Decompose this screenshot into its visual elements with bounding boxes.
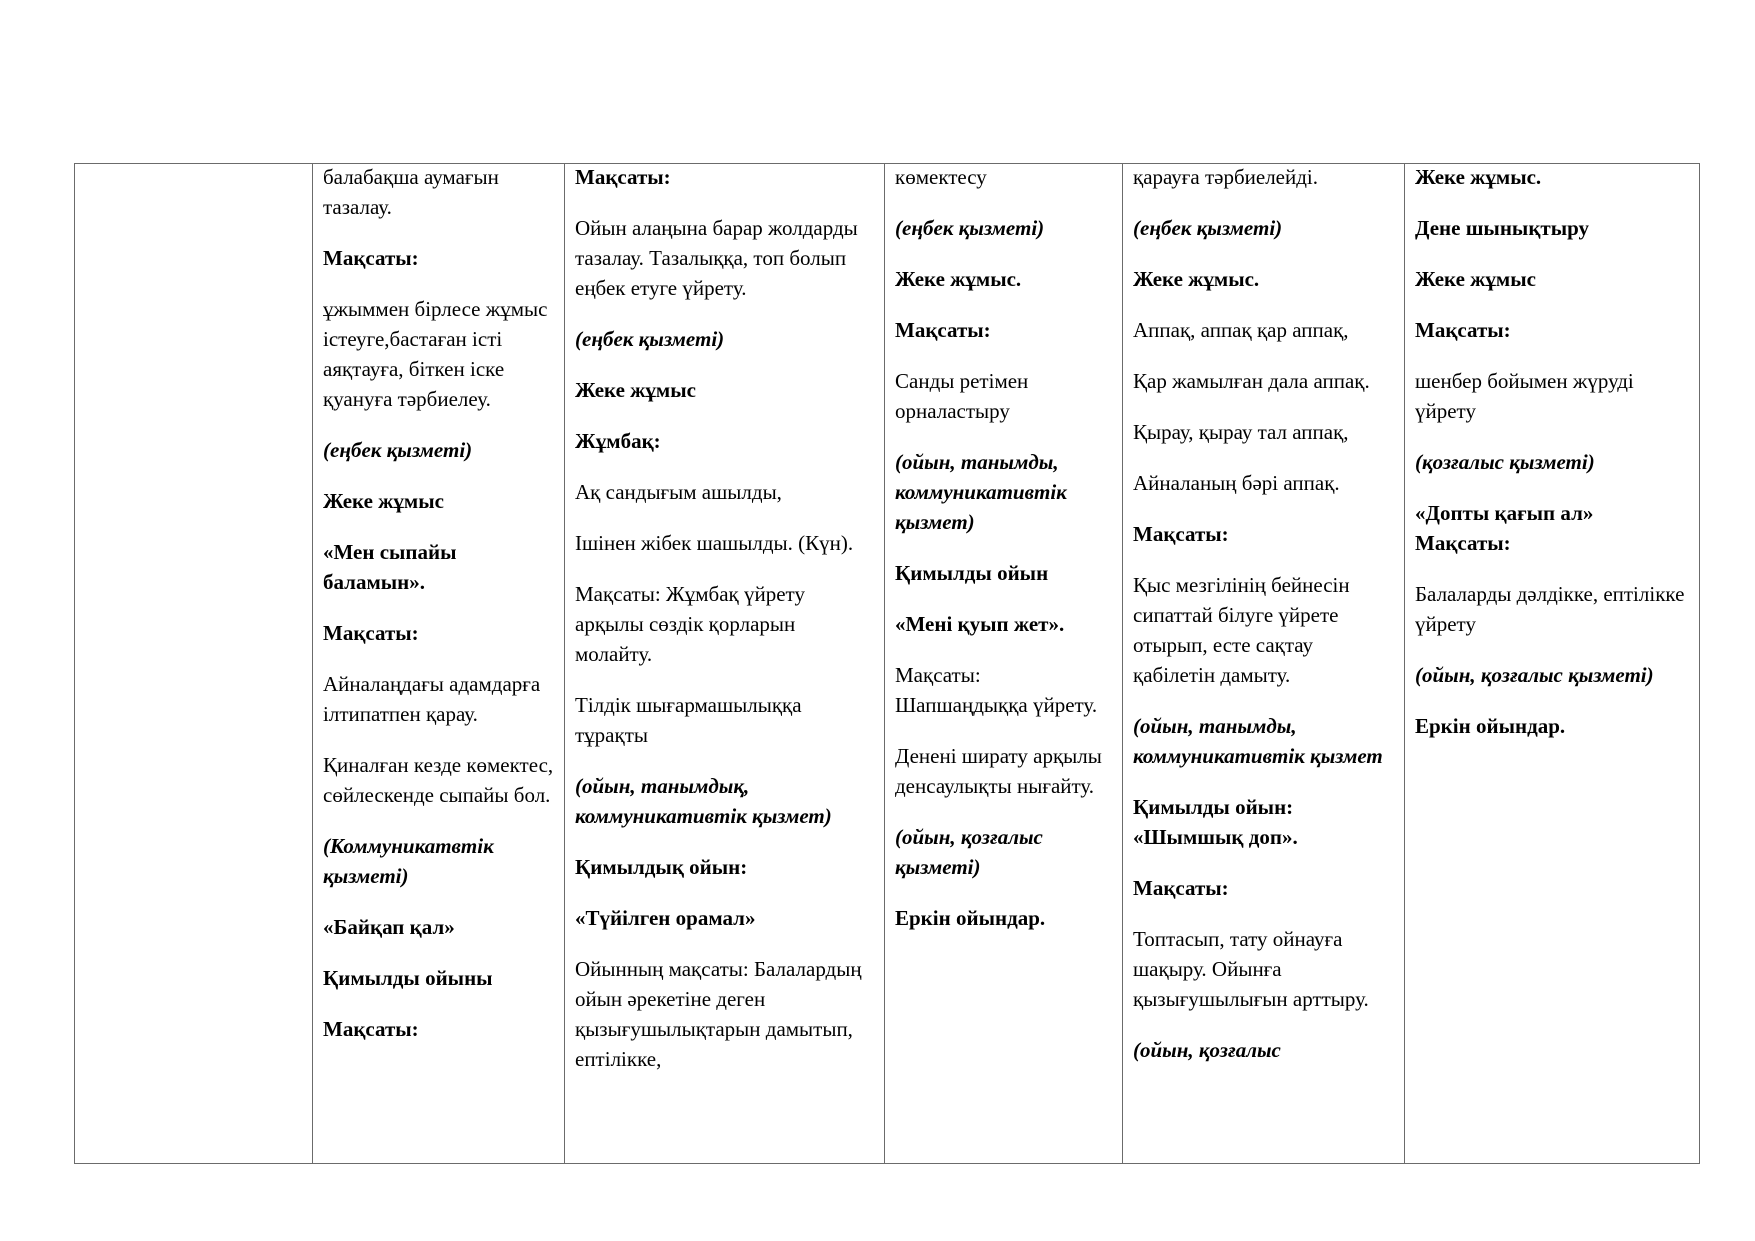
schedule-table (74, 163, 1700, 1164)
cell-paragraph: Топтасып, тату ойнауға шақыру. Ойынға қызығушылығын арттыру. (1133, 927, 1369, 1011)
cell-paragraph: (еңбек қызметі) (895, 216, 1045, 240)
cell-paragraph: Мақсаты: Жұмбақ үйрету арқылы сөздік қорларын молайту. (575, 582, 805, 666)
cell-paragraph: (ойын, танымды, коммуникативтік қызмет) (895, 450, 1067, 534)
cell-paragraph: Санды ретімен орналастыру (895, 369, 1029, 423)
cell-paragraph: Мақсаты: (1133, 876, 1229, 900)
table-column-4 (884, 164, 1122, 1163)
cell-paragraph: Қимылды ойыны (323, 966, 493, 990)
cell-paragraph: Айналаның бәрі аппақ. (1133, 471, 1340, 495)
table-column-6 (1404, 164, 1698, 1163)
cell-paragraph: Жеке жұмыс (575, 378, 696, 402)
cell-paragraph: Қырау, қырау тал аппақ, (1133, 420, 1349, 444)
cell-paragraph: Жеке жұмыс. (1133, 267, 1260, 291)
cell-paragraph: Мақсаты: (323, 246, 419, 270)
cell-paragraph: «Допты қағып ал» Мақсаты: (1415, 501, 1594, 555)
cell-paragraph: «Түйілген орамал» (575, 906, 756, 930)
cell-paragraph: балабақша аумағын тазалау. (323, 165, 499, 219)
cell-paragraph: Қиналған кезде көмектес, сөйлескенде сыпайы бол. (323, 753, 554, 807)
cell-paragraph: Балаларды дәлдікке, ептілікке үйрету (1415, 582, 1685, 636)
cell-paragraph: Ойын алаңына барар жолдарды тазалау. Тазалыққа, топ болып еңбек етуге үйрету. (575, 216, 858, 300)
cell-paragraph: Денені ширату арқылы денсаулықты нығайту. (895, 744, 1102, 798)
cell-paragraph: Мақсаты: (895, 318, 991, 342)
cell-paragraph: Жеке жұмыс (323, 489, 444, 513)
table-column-1 (75, 164, 312, 1163)
table-column-5 (1122, 164, 1404, 1163)
cell-paragraph: Ақ сандығым ашылды, (575, 480, 782, 504)
cell-paragraph: Мақсаты: (1415, 318, 1511, 342)
cell-paragraph: (ойын, танымды, коммуникативтік қызмет (1133, 714, 1383, 768)
cell-paragraph: Қар жамылған дала аппақ. (1133, 369, 1370, 393)
cell-paragraph: (ойын, қозғалыс қызметі) (1415, 663, 1654, 687)
table-column-2 (312, 164, 564, 1163)
cell-paragraph: (еңбек қызметі) (1133, 216, 1283, 240)
cell-paragraph: көмектесу (895, 165, 987, 189)
cell-paragraph: Қыс мезгілінің бейнесін сипаттай білуге үйрете отырып, есте сақтау қабілетін дамыту. (1133, 573, 1350, 687)
cell-paragraph: Жеке жұмыс (1415, 267, 1536, 291)
cell-paragraph: Жеке жұмыс. (1415, 165, 1542, 189)
cell-paragraph: Айналаңдағы адамдарға ілтипатпен қарау. (323, 672, 541, 726)
cell-paragraph: Мақсаты: Шапшаңдыққа үйрету. (895, 663, 1098, 717)
cell-paragraph: (еңбек қызметі) (323, 438, 473, 462)
cell-paragraph: Дене шынықтыру (1415, 216, 1590, 240)
cell-paragraph: Еркін ойындар. (895, 906, 1046, 930)
cell-paragraph: Қимылды ойын (895, 561, 1049, 585)
cell-paragraph: Ішінен жібек шашылды. (Күн). (575, 531, 854, 555)
cell-paragraph: (ойын, қозғалыс (1133, 1038, 1281, 1062)
cell-paragraph: Қимылды ойын: «Шымшық доп». (1133, 795, 1298, 849)
cell-paragraph: «Мені қуып жет». (895, 612, 1065, 636)
cell-paragraph: (ойын, қозғалыс қызметі) (895, 825, 1043, 879)
cell-paragraph: Еркін ойындар. (1415, 714, 1566, 738)
table-column-3 (564, 164, 884, 1163)
cell-paragraph: Мақсаты: (1133, 522, 1229, 546)
cell-paragraph: (ойын, танымдық, коммуникативтік қызмет) (575, 774, 832, 828)
cell-paragraph: Ойынның мақсаты: Балалардың ойын әрекетіне деген қызығушылықтарын дамытып, ептілікке, (575, 957, 862, 1071)
cell-paragraph: Жұмбақ: (575, 429, 661, 453)
cell-paragraph: Аппақ, аппақ қар аппақ, (1133, 318, 1349, 342)
cell-paragraph: Тілдік шығармашылыққа тұрақты (575, 693, 802, 747)
cell-paragraph: ұжыммен бірлесе жұмыс істеуге,бастаған істі аяқтауға, біткен іске қуануға тәрбиелеу. (323, 297, 548, 411)
cell-paragraph: Қимылдық ойын: (575, 855, 748, 879)
cell-paragraph: қарауға тәрбиелейді. (1133, 165, 1319, 189)
cell-paragraph: «Байқап қал» (323, 915, 455, 939)
cell-paragraph: Мақсаты: (575, 165, 671, 189)
cell-paragraph: Мақсаты: (323, 1017, 419, 1041)
cell-paragraph: (Коммуникатвтік қызметі) (323, 834, 494, 888)
cell-paragraph: шенбер бойымен жүруді үйрету (1415, 369, 1634, 423)
cell-paragraph: (қозғалыс қызметі) (1415, 450, 1595, 474)
cell-paragraph: Мақсаты: (323, 621, 419, 645)
cell-paragraph: «Мен сыпайы баламын». (323, 540, 457, 594)
cell-paragraph: Жеке жұмыс. (895, 267, 1022, 291)
cell-paragraph: (еңбек қызметі) (575, 327, 725, 351)
